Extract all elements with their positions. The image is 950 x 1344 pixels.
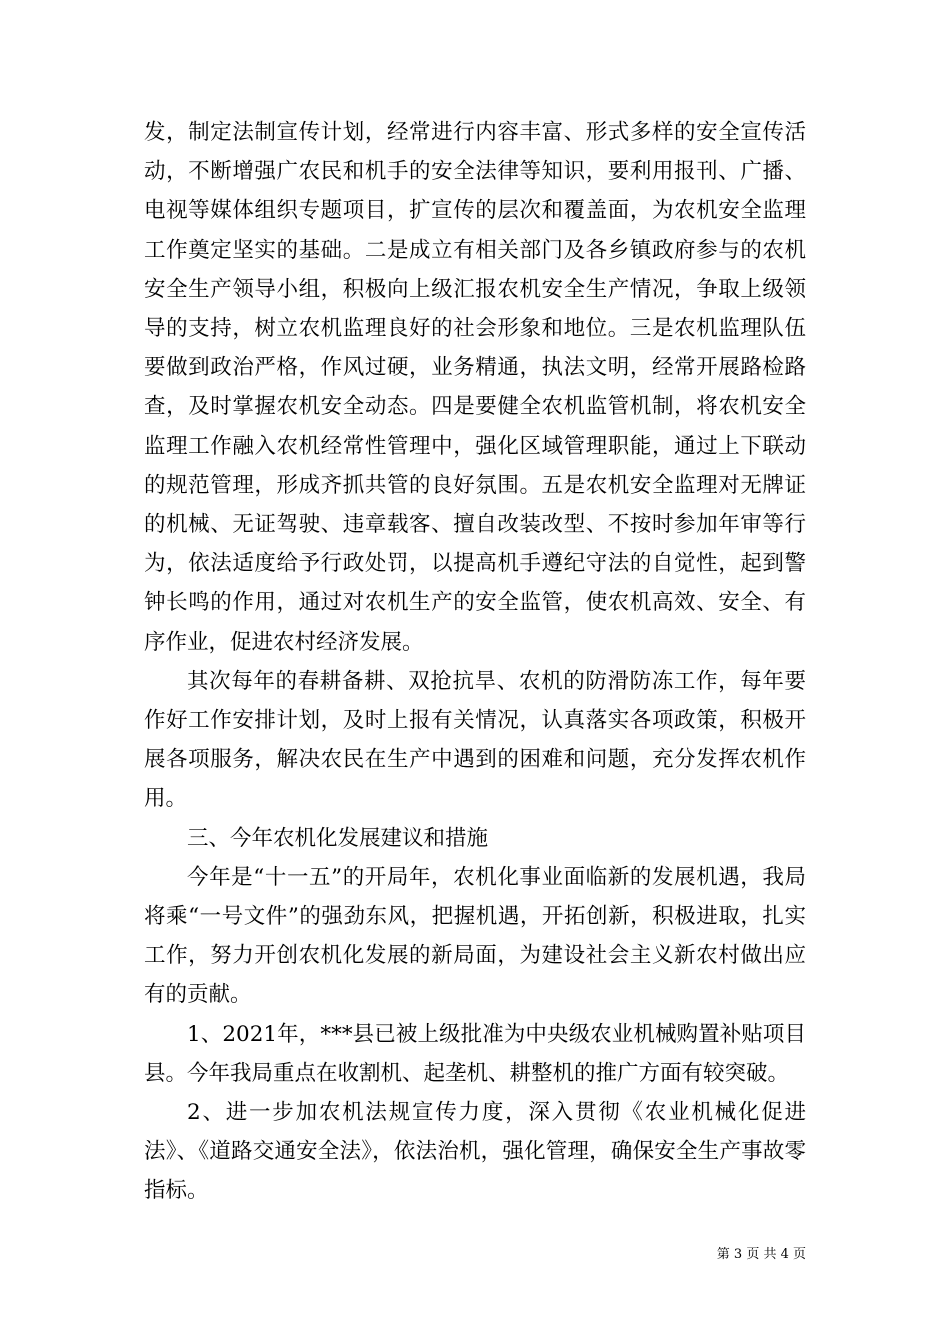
list-item-1: 1、2021年，***县已被上级批准为中央级农业机械购置补贴项目县。今年我局重点在收割机、起垄机、耕整机的推广方面有较突破。 — [144, 1021, 806, 1086]
paragraph-2: 其次每年的春耕备耕、双抢抗旱、农机的防滑防冻工作，每年要作好工作安排计划，及时上报有关情况，认真落实各项政策，积极开展各项服务，解决农民在生产中遇到的困难和问题，充分发挥农机作用。 — [144, 668, 806, 812]
list-item-2: 2、进一步加农机法规宣传力度，深入贯彻《农业机械化促进法》、《道路交通安全法》，依法治机，强化管理，确保安全生产事故零指标。 — [144, 1100, 806, 1204]
paragraph-1: 发，制定法制宣传计划，经常进行内容丰富、形式多样的安全宣传活动，不断增强广农民和机手的安全法律等知识，要利用报刊、广播、电视等媒体组织专题项目，扩宣传的层次和覆盖面，为农机安全监理工作奠定坚实的基础。二是成立有相关部门及各乡镇政府参与的农机安全生产领导小组，积极向上级汇报农机安全生产情况，争取上级领导的支持，树立农机监理良好的社会形象和地位。三是农机监理队伍要做到政治严格，作风过硬，业务精通，执法文明，经常开展路检路查，及时掌握农机安全动态。四是要健全农机监管机制，将农机安全监理工作融入农机经常性管理中，强化区域管理职能，通过上下联动的规范管理，形成齐抓共管的良好氛围。五是农机安全监理对无牌证的机械、无证驾驶、违章载客、擅自改装改型、不按时参加年审等行为，依法适度给予行政处罚，以提高机手遵纪守法的自觉性，起到警钟长鸣的作用，通过对农机生产的安全监管，使农机高效、安全、有序作业，促进农村经济发展。 — [144, 120, 806, 655]
page-number: 第 3 页 共 4 页 — [716, 1247, 806, 1262]
paragraph-4: 今年是“十一五”的开局年，农机化事业面临新的发展机遇，我局将乘“一号文件”的强劲东风，把握机遇，开拓创新，积极进取，扎实工作，努力开创农机化发展的新局面，为建设社会主义新农村做出应有的贡献。 — [144, 864, 806, 1008]
document-body — [144, 113, 806, 1211]
section-heading: 三、今年农机化发展建议和措施 — [187, 825, 489, 851]
